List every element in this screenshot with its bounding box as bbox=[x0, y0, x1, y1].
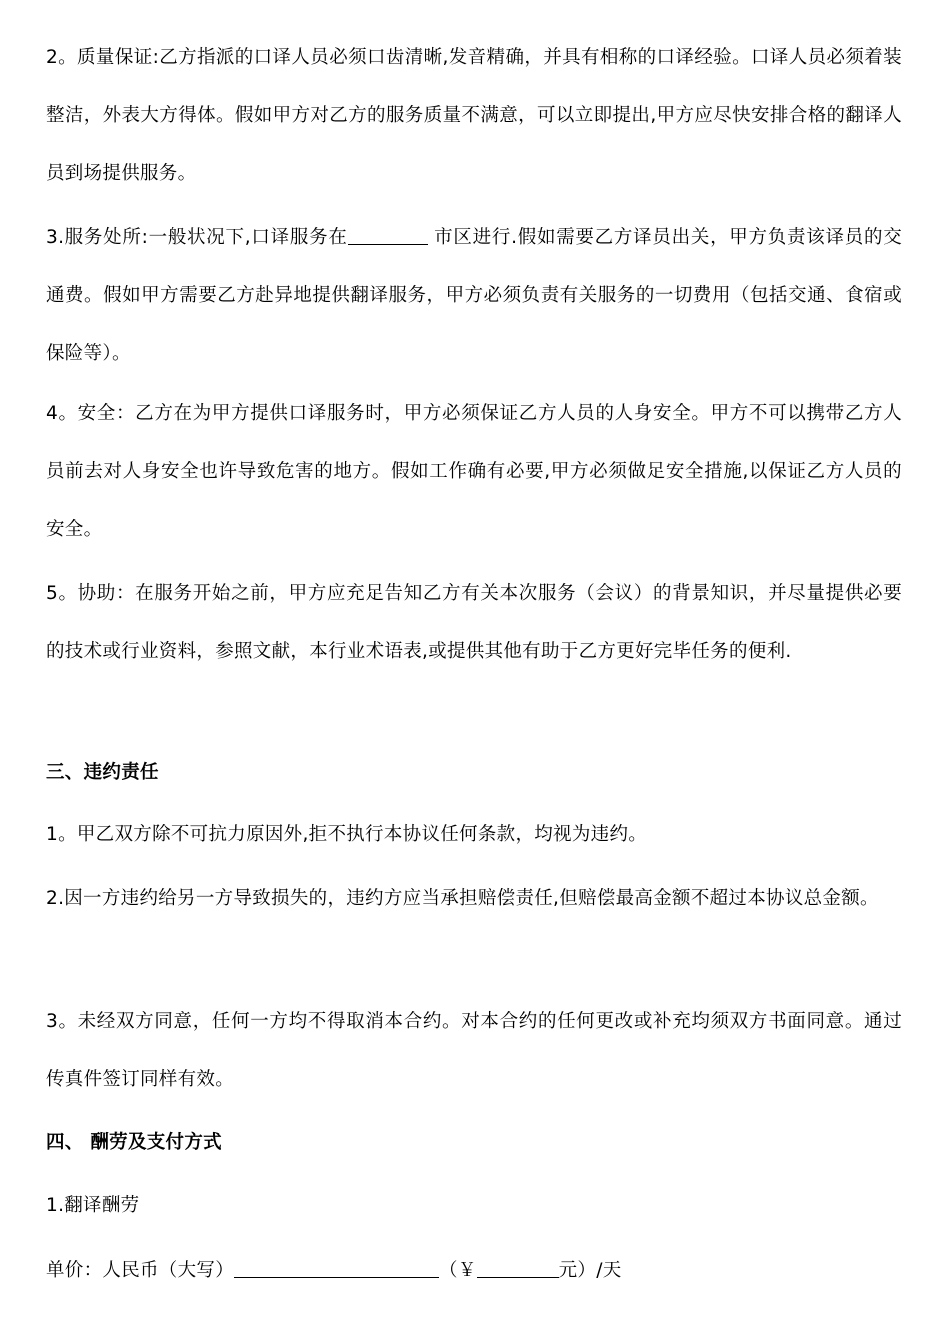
clause-quality-guarantee: 2。质量保证:乙方指派的口译人员必须口齿清晰,发音精确，并具有相称的口译经验。口译人员必须着装整洁，外表大方得体。假如甲方对乙方的服务质量不满意，可以立即提出,甲方应尽快安排合格的翻译人员到场提供服务。 bbox=[46, 47, 902, 184]
breach-item-2: 2.因一方违约给另一方导致损失的，违约方应当承担赔偿责任,但赔偿最高金额不超过本协议总金额。 bbox=[46, 888, 879, 909]
clause-location-text-after: 市区进行.假如需要乙方译员出关，甲方负责该译员的交通费。假如甲方需要乙方赴异地提供翻译服务，甲方必须负责有关服务的一切费用（包括交通、食宿或保险等）。 bbox=[46, 227, 902, 364]
unit-price-yuan-symbol: （￥ bbox=[439, 1260, 477, 1281]
breach-item-1: 1。甲乙双方除不可抗力原因外,拒不执行本协议任何条款，均视为违约。 bbox=[46, 824, 648, 845]
subheading-translation-fee: 1.翻译酬劳 bbox=[46, 1195, 140, 1216]
unit-price-per-day: 元）/天 bbox=[558, 1260, 622, 1281]
clause-safety: 4。安全：乙方在为甲方提供口译服务时，甲方必须保证乙方人员的人身安全。甲方不可以携带乙方人员前去对人身安全也许导致危害的地方。假如工作确有必要,甲方必须做足安全措施,以保证乙方人员的安全。 bbox=[46, 403, 902, 540]
unit-price-line bbox=[46, 1242, 902, 1300]
amount-in-words-blank-field[interactable] bbox=[234, 1257, 439, 1278]
clause-location-text-before: 3.服务处所:一般状况下,口译服务在 bbox=[46, 227, 348, 248]
breach-item-3: 3。未经双方同意，任何一方均不得取消本合约。对本合约的任何更改或补充均须双方书面同意。通过传真件签订同样有效。 bbox=[46, 1011, 902, 1090]
section-heading-breach-liability: 三、违约责任 bbox=[46, 762, 159, 783]
clause-assistance: 5。协助：在服务开始之前，甲方应充足告知乙方有关本次服务（会议）的背景知识，并尽量提供必要的技术或行业资料，参照文献，本行业术语表,或提供其他有助于乙方更好完毕任务的便利. bbox=[46, 583, 902, 662]
section-heading-remuneration: 四、 酬劳及支付方式 bbox=[46, 1132, 222, 1153]
amount-in-figures-blank-field[interactable] bbox=[477, 1257, 559, 1278]
unit-price-label: 单价：人民币（大写） bbox=[46, 1260, 235, 1281]
city-blank-field[interactable] bbox=[348, 224, 428, 245]
clause-service-location bbox=[46, 209, 902, 383]
